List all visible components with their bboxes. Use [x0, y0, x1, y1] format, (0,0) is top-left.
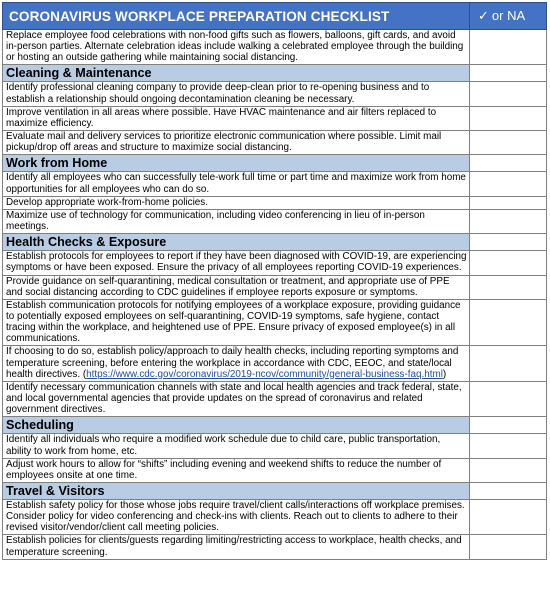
checklist-item: Maximize use of technology for communication, including video conferencing in lieu of in-person meetings.: [3, 209, 470, 233]
status-cell: [470, 483, 547, 500]
status-column-label: or NA: [491, 8, 526, 23]
check-mark-icon: ✓: [478, 8, 489, 23]
checklist-row: [3, 346, 547, 381]
status-cell[interactable]: [470, 458, 547, 482]
checklist-item: Provide guidance on self-quarantining, medical consultation or treatment, and appropriate use of PPE and social distancing according to CDC guidelines if employee reports exposure or symptoms.: [3, 275, 470, 299]
status-cell[interactable]: [470, 172, 547, 196]
status-cell: [470, 155, 547, 172]
status-cell[interactable]: [470, 131, 547, 155]
section-title-cleaning: Cleaning & Maintenance: [3, 65, 470, 82]
status-cell[interactable]: [470, 209, 547, 233]
checklist-item: Identify all employees who can successfully tele-work full time or part time and maximize work from home opportunities for all employees who can do so.: [3, 172, 470, 196]
status-cell[interactable]: [470, 434, 547, 458]
checklist-row: [3, 434, 547, 458]
checklist-item: Identify necessary communication channels with state and local health agencies and track federal, state, and local governmental agencies that provide updates on the spread of coronavirus and related government directives.: [3, 381, 470, 416]
status-cell[interactable]: [470, 381, 547, 416]
status-cell[interactable]: [470, 106, 547, 130]
section-title-scheduling: Scheduling: [3, 417, 470, 434]
status-cell[interactable]: [470, 299, 547, 346]
status-column-header: [470, 3, 547, 30]
checklist-row: [3, 172, 547, 196]
checklist-row: [3, 30, 547, 65]
status-cell[interactable]: [470, 275, 547, 299]
checklist-item-text: If choosing to do so, establish policy/approach to daily health checks, including reporting symptoms and temperature screening, before entering the workplace in accordance with CDC, EEOC, and state/local health directives. (: [6, 346, 459, 380]
checklist-item: Establish protocols for employees to report if they have been diagnosed with COVID-19, are experiencing symptoms or have been exposed. Ensure the privacy of all employees reporting COVID-19 experiences.: [3, 251, 470, 275]
checklist-row: [3, 275, 547, 299]
checklist-item: Develop appropriate work-from-home policies.: [3, 196, 470, 209]
section-row-cleaning: [3, 65, 547, 82]
section-title-travel: Travel & Visitors: [3, 483, 470, 500]
checklist-item: Evaluate mail and delivery services to prioritize electronic communication where possible. Limit mail pickup/drop off areas and structure to maximize social distancing.: [3, 131, 470, 155]
header-row: [3, 3, 547, 30]
checklist-row: [3, 82, 547, 106]
checklist-row: [3, 106, 547, 130]
checklist-item: Adjust work hours to allow for “shifts” including evening and weekend shifts to reduce the number of employees onsite at one time.: [3, 458, 470, 482]
checklist-sheet: [2, 2, 546, 560]
status-cell[interactable]: [470, 30, 547, 65]
section-title-work-from-home: Work from Home: [3, 155, 470, 172]
status-cell: [470, 234, 547, 251]
checklist-item-text: ): [442, 368, 447, 380]
status-cell[interactable]: [470, 346, 547, 381]
checklist-row: [3, 209, 547, 233]
status-cell: [470, 417, 547, 434]
status-cell: [470, 65, 547, 82]
status-cell[interactable]: [470, 82, 547, 106]
checklist-item-with-link: [3, 346, 470, 381]
checklist-row: [3, 500, 547, 535]
checklist-table: [2, 2, 547, 560]
section-row-work-from-home: [3, 155, 547, 172]
checklist-item: Replace employee food celebrations with non-food gifts such as flowers, balloons, gift cards, and avoid in-person parties. Alternate celebration ideas include walking a celebrated employee through the building or hosting an outside gathering while maintaining social distancing.: [3, 30, 470, 65]
checklist-row: [3, 458, 547, 482]
checklist-row: [3, 196, 547, 209]
checklist-item: Identify professional cleaning company to provide deep-clean prior to re-opening business and to establish a relationship should ongoing decontamination cleaning be necessary.: [3, 82, 470, 106]
checklist-item: Identify all individuals who require a modified work schedule due to child care, public transportation, ability to work from home, etc.: [3, 434, 470, 458]
status-cell[interactable]: [470, 196, 547, 209]
checklist-item: Improve ventilation in all areas where possible. Have HVAC maintenance and air filters replaced to maximize efficiency.: [3, 106, 470, 130]
checklist-row: [3, 535, 547, 559]
checklist-row: [3, 131, 547, 155]
status-cell[interactable]: [470, 500, 547, 535]
checklist-item: Establish safety policy for those whose jobs require travel/client calls/interactions off workplace premises. Consider policy for video conferencing and check-ins with clients. Reach out to clients to adhere to their revised visitor/vendor/client call meeting policies.: [3, 500, 470, 535]
section-title-health-checks: Health Checks & Exposure: [3, 234, 470, 251]
status-cell[interactable]: [470, 535, 547, 559]
status-cell[interactable]: [470, 251, 547, 275]
section-row-scheduling: [3, 417, 547, 434]
checklist-row: [3, 381, 547, 416]
checklist-row: [3, 251, 547, 275]
section-row-health-checks: [3, 234, 547, 251]
checklist-item: Establish communication protocols for notifying employees of a workplace exposure, providing guidance to potentially exposed employees on self-quarantining, COVID-19 symptoms, safe hygiene, contact tracing within the workplace, and heightened use of PPE. Ensure privacy of exposed employee(s) in all communications.: [3, 299, 470, 346]
cdc-faq-link[interactable]: https://www.cdc.gov/coronavirus/2019-ncov/community/general-business-faq.html: [86, 368, 443, 380]
section-row-travel: [3, 483, 547, 500]
checklist-row: [3, 299, 547, 346]
checklist-item: Establish policies for clients/guests regarding limiting/restricting access to workplace, health checks, and temperature screening.: [3, 535, 470, 559]
checklist-title: CORONAVIRUS WORKPLACE PREPARATION CHECKLIST: [3, 3, 470, 30]
